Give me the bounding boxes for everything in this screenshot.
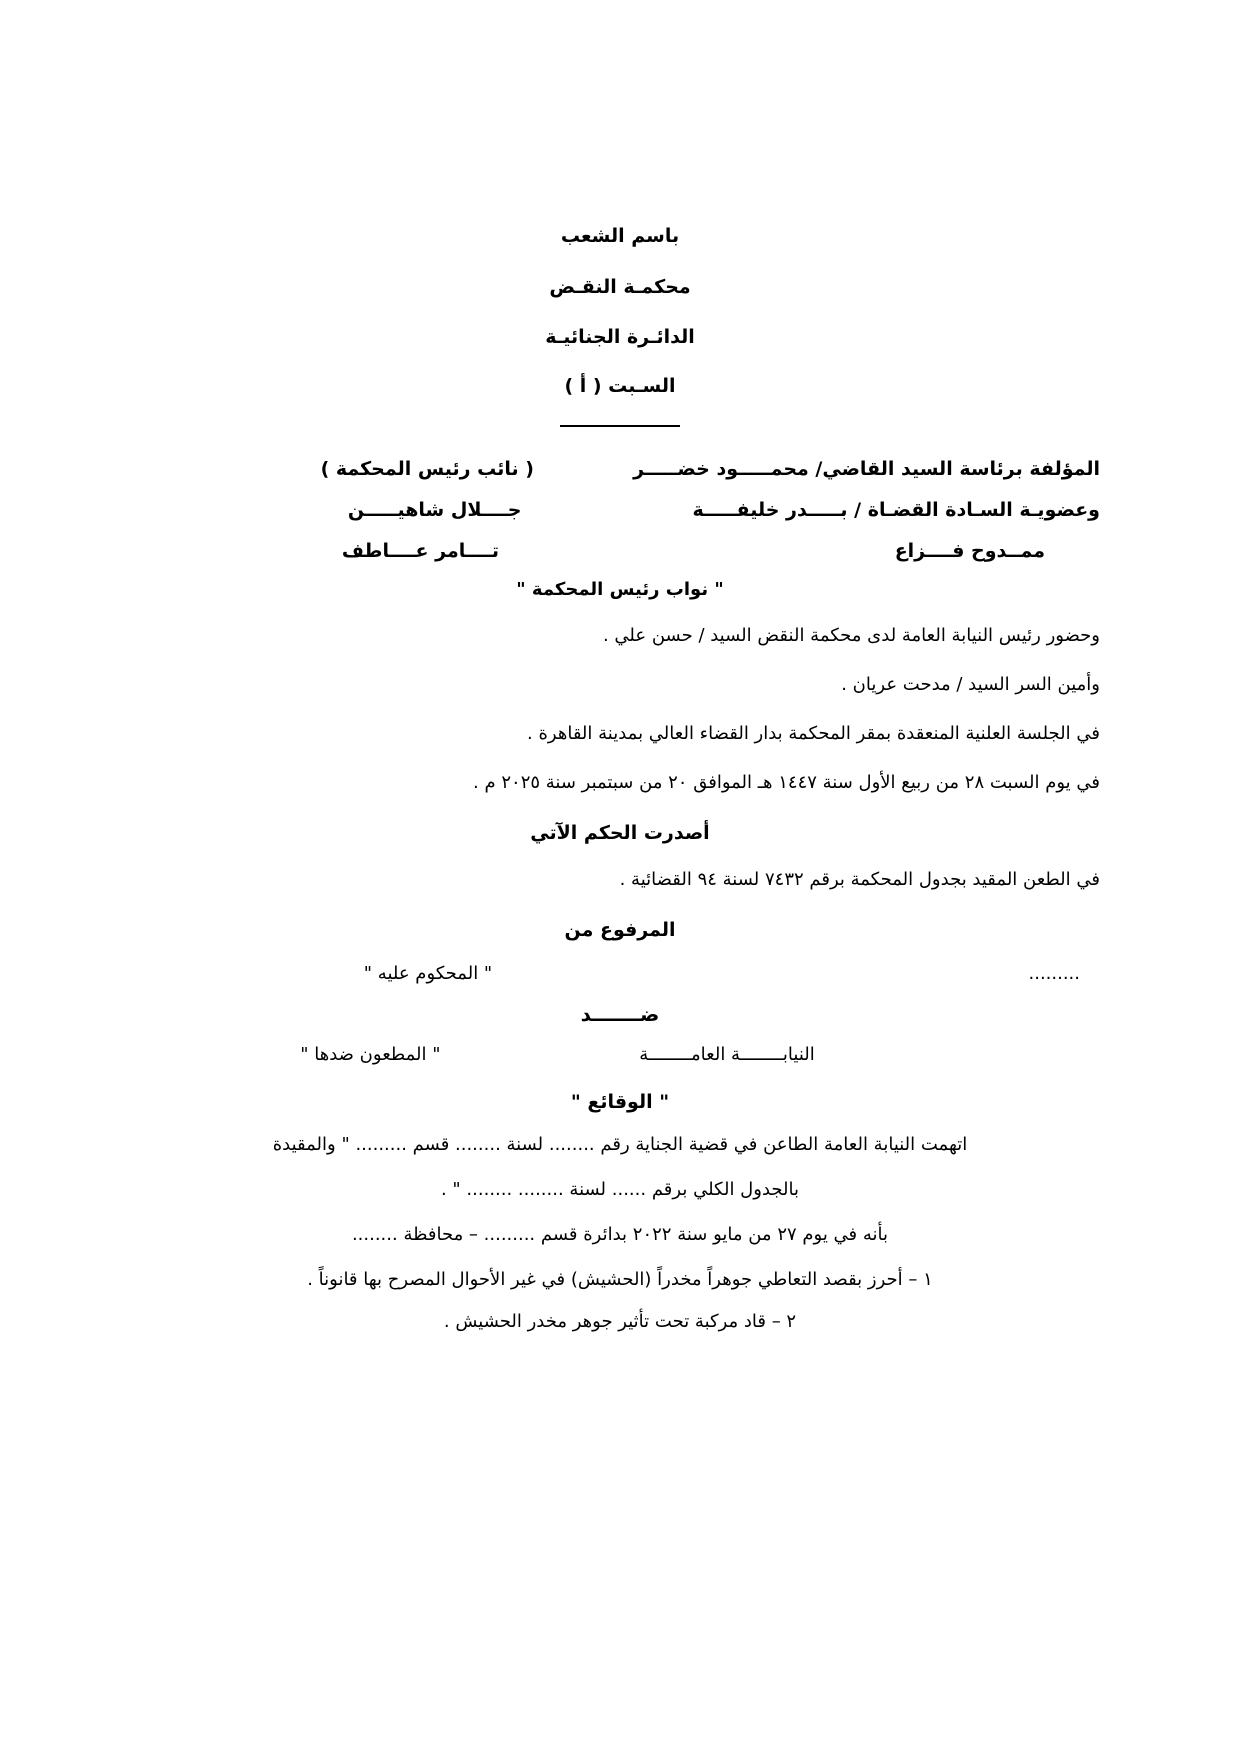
secretary-attendance: وأمين السر السيد / مدحت عريان . bbox=[841, 674, 1100, 696]
respondent-name: النيابــــــــة العامــــــــة bbox=[639, 1044, 815, 1066]
facts-paragraph-2: بالجدول الكلي برقم ...... لسنة ........ ........ " . bbox=[440, 1179, 799, 1201]
session-date: في يوم السبت ٢٨ من ربيع الأول سنة ١٤٤٧ هـ الموافق ٢٠ من سبتمبر سنة ٢٠٢٥ م . bbox=[473, 772, 1100, 794]
member-judge-4: تــــامر عــــاطف bbox=[341, 539, 499, 562]
facts-paragraph-1: اتهمت النيابة العامة الطاعن في قضية الجناية رقم ........ لسنة ........ قسم ......... " والمقيدة bbox=[272, 1134, 968, 1156]
panel-row-members-2 bbox=[140, 539, 1100, 564]
panel-row-presiding bbox=[140, 457, 1100, 482]
page-title-in-name-of-people: باسم الشعب bbox=[560, 225, 680, 247]
raised-by-heading: المرفوع من bbox=[564, 919, 676, 942]
ruling-heading: أصدرت الحكم الآتي bbox=[530, 822, 710, 845]
facts-paragraph-3: بأنه في يوم ٢٧ من مايو سنة ٢٠٢٢ بدائرة قسم ......... – محافظة ........ bbox=[351, 1223, 889, 1245]
court-name: محكمـة النقـض bbox=[549, 275, 691, 298]
versus-label: ضـــــــد bbox=[580, 1002, 660, 1027]
member-judge-3: ممــدوح فــــزاع bbox=[894, 539, 1045, 562]
deputies-note: " نواب رئيس المحكمة " bbox=[516, 579, 724, 601]
respondent-row bbox=[140, 1044, 1100, 1065]
member-judge-1: وعضويـة السـادة القضـاة / بـــــدر خليفـــــة bbox=[692, 498, 1100, 521]
panel-row-members-1 bbox=[140, 498, 1100, 523]
appellant-label: " المحكوم عليه " bbox=[363, 963, 493, 985]
appellant-name-placeholder: ......... bbox=[1028, 963, 1080, 985]
appellant-row bbox=[140, 963, 1100, 984]
member-judge-2: جــــلال شاهيـــــن bbox=[347, 498, 522, 521]
respondent-label: " المطعون ضدها " bbox=[300, 1044, 441, 1066]
facts-heading: " الوقائع " bbox=[570, 1091, 670, 1114]
charge-item-2: ٢ – قاد مركبة تحت تأثير جوهر مخدر الحشيش . bbox=[443, 1311, 797, 1333]
session-location: في الجلسة العلنية المنعقدة بمقر المحكمة بدار القضاء العالي بمدينة القاهرة . bbox=[527, 723, 1100, 745]
presiding-judge-title: ( نائب رئيس المحكمة ) bbox=[320, 458, 534, 481]
session-day: السـبت ( أ ) bbox=[564, 375, 676, 398]
court-circuit: الدائـرة الجنائيـة bbox=[545, 325, 695, 348]
divider bbox=[560, 425, 680, 427]
charge-item-1: ١ – أحرز بقصد التعاطي جوهراً مخدراً (الحشيش) في غير الأحوال المصرح بها قانوناً . bbox=[307, 1268, 933, 1290]
prosecutor-attendance: وحضور رئيس النيابة العامة لدى محكمة النقض السيد / حسن علي . bbox=[602, 625, 1100, 647]
appeal-registration: في الطعن المقيد بجدول المحكمة برقم ٧٤٣٢ لسنة ٩٤ القضائية . bbox=[619, 869, 1100, 891]
presiding-judge: المؤلفة برئاسة السيد القاضي/ محمـــــود خضـــــر bbox=[633, 458, 1100, 481]
